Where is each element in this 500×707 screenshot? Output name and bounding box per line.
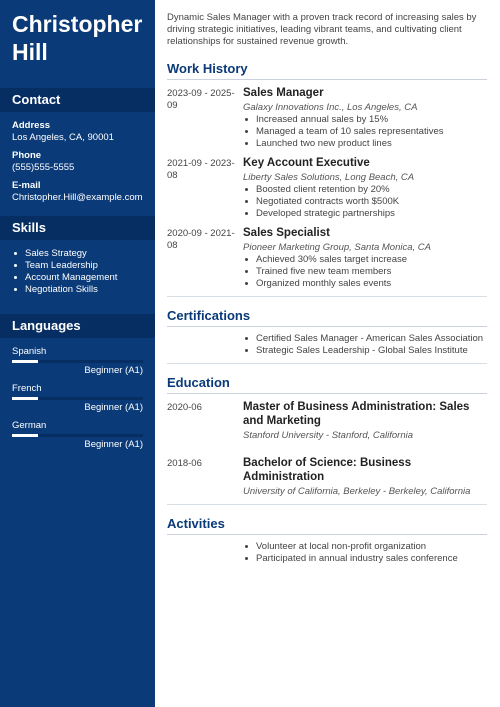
phone-value: (555)555-5555 <box>12 162 75 173</box>
certification-item: Strategic Sales Leadership - Global Sales Institute <box>243 345 487 357</box>
education-entry <box>167 456 487 498</box>
education-heading: Education <box>167 372 487 394</box>
candidate-name: Christopher Hill <box>12 11 143 65</box>
education-entry <box>167 400 487 442</box>
company: Pioneer Marketing Group, Santa Monica, CA <box>243 242 431 253</box>
achievement-item: Boosted client retention by 20% <box>243 184 487 196</box>
certifications-heading: Certifications <box>167 305 487 327</box>
work-date: 2023-09 - 2025-09 <box>167 88 235 111</box>
contact-heading: Contact <box>0 88 155 112</box>
language-level: Beginner (A1) <box>84 365 143 376</box>
language-bar-fill <box>12 397 38 400</box>
email-label: E-mail <box>12 180 41 191</box>
language-bar-fill <box>12 360 38 363</box>
language-item <box>12 383 143 414</box>
job-title: Sales Manager <box>243 87 324 99</box>
achievement-item: Developed strategic partnerships <box>243 208 487 220</box>
languages-list <box>0 346 155 451</box>
skill-item: Negotiation Skills <box>12 284 143 296</box>
activities-heading: Activities <box>167 513 487 535</box>
work-date: 2021-09 - 2023-08 <box>167 158 235 181</box>
section-divider <box>167 504 487 505</box>
contact-section <box>0 112 155 204</box>
skill-item: Team Leadership <box>12 260 143 272</box>
language-name: German <box>12 420 47 431</box>
work-history-heading: Work History <box>167 58 487 80</box>
work-entry <box>167 226 487 290</box>
job-title: Sales Specialist <box>243 227 330 239</box>
degree: Master of Business Administration: Sales and Marketing <box>243 401 470 427</box>
skill-item: Sales Strategy <box>12 248 143 260</box>
languages-heading: Languages <box>0 314 155 338</box>
sidebar <box>0 0 155 707</box>
company: Galaxy Innovations Inc., Los Angeles, CA <box>243 102 418 113</box>
work-entry <box>167 86 487 150</box>
skills-heading: Skills <box>0 216 155 240</box>
school: University of California, Berkeley - Berkeley, California <box>243 486 471 497</box>
achievement-item: Negotiated contracts worth $500K <box>243 196 487 208</box>
company: Liberty Sales Solutions, Long Beach, CA <box>243 172 415 183</box>
work-entry <box>167 156 487 220</box>
phone-label: Phone <box>12 150 42 161</box>
section-divider <box>167 296 487 297</box>
profile-summary: Dynamic Sales Manager with a proven track record of increasing sales by driving strategic initiatives, leading vibrant teams, and cultivating client relationships for sustained revenue growth. <box>167 12 477 47</box>
language-bar-fill <box>12 434 38 437</box>
address-label: Address <box>12 120 51 131</box>
skill-item: Account Management <box>12 272 143 284</box>
activities-entry <box>167 541 487 565</box>
language-name: Spanish <box>12 346 47 357</box>
language-name: French <box>12 383 42 394</box>
email-value: Christopher.Hill@example.com <box>12 192 143 203</box>
achievement-item: Achieved 30% sales target increase <box>243 254 487 266</box>
education-date: 2020-06 <box>167 402 202 413</box>
language-level: Beginner (A1) <box>84 439 143 450</box>
education-date: 2018-06 <box>167 458 202 469</box>
activity-item: Participated in annual industry sales conference <box>243 553 487 565</box>
language-bar <box>12 397 143 400</box>
section-divider <box>167 363 487 364</box>
language-item <box>12 420 143 451</box>
language-level: Beginner (A1) <box>84 402 143 413</box>
school: Stanford University - Stanford, California <box>243 430 414 441</box>
achievement-item: Organized monthly sales events <box>243 278 487 290</box>
achievement-item: Increased annual sales by 15% <box>243 114 487 126</box>
language-bar <box>12 360 143 363</box>
language-bar <box>12 434 143 437</box>
address-value: Los Angeles, CA, 90001 <box>12 132 114 143</box>
certification-item: Certified Sales Manager - American Sales Association <box>243 333 487 345</box>
skills-list <box>0 240 155 296</box>
achievement-item: Trained five new team members <box>243 266 487 278</box>
language-item <box>12 346 143 377</box>
work-date: 2020-09 - 2021-08 <box>167 228 235 251</box>
job-title: Key Account Executive <box>243 157 370 169</box>
achievement-item: Managed a team of 10 sales representatives <box>243 126 487 138</box>
achievement-item: Launched two new product lines <box>243 138 487 150</box>
activity-item: Volunteer at local non-profit organization <box>243 541 487 553</box>
certifications-entry <box>167 333 487 357</box>
degree: Bachelor of Science: Business Administration <box>243 457 412 483</box>
main-content <box>167 0 487 571</box>
